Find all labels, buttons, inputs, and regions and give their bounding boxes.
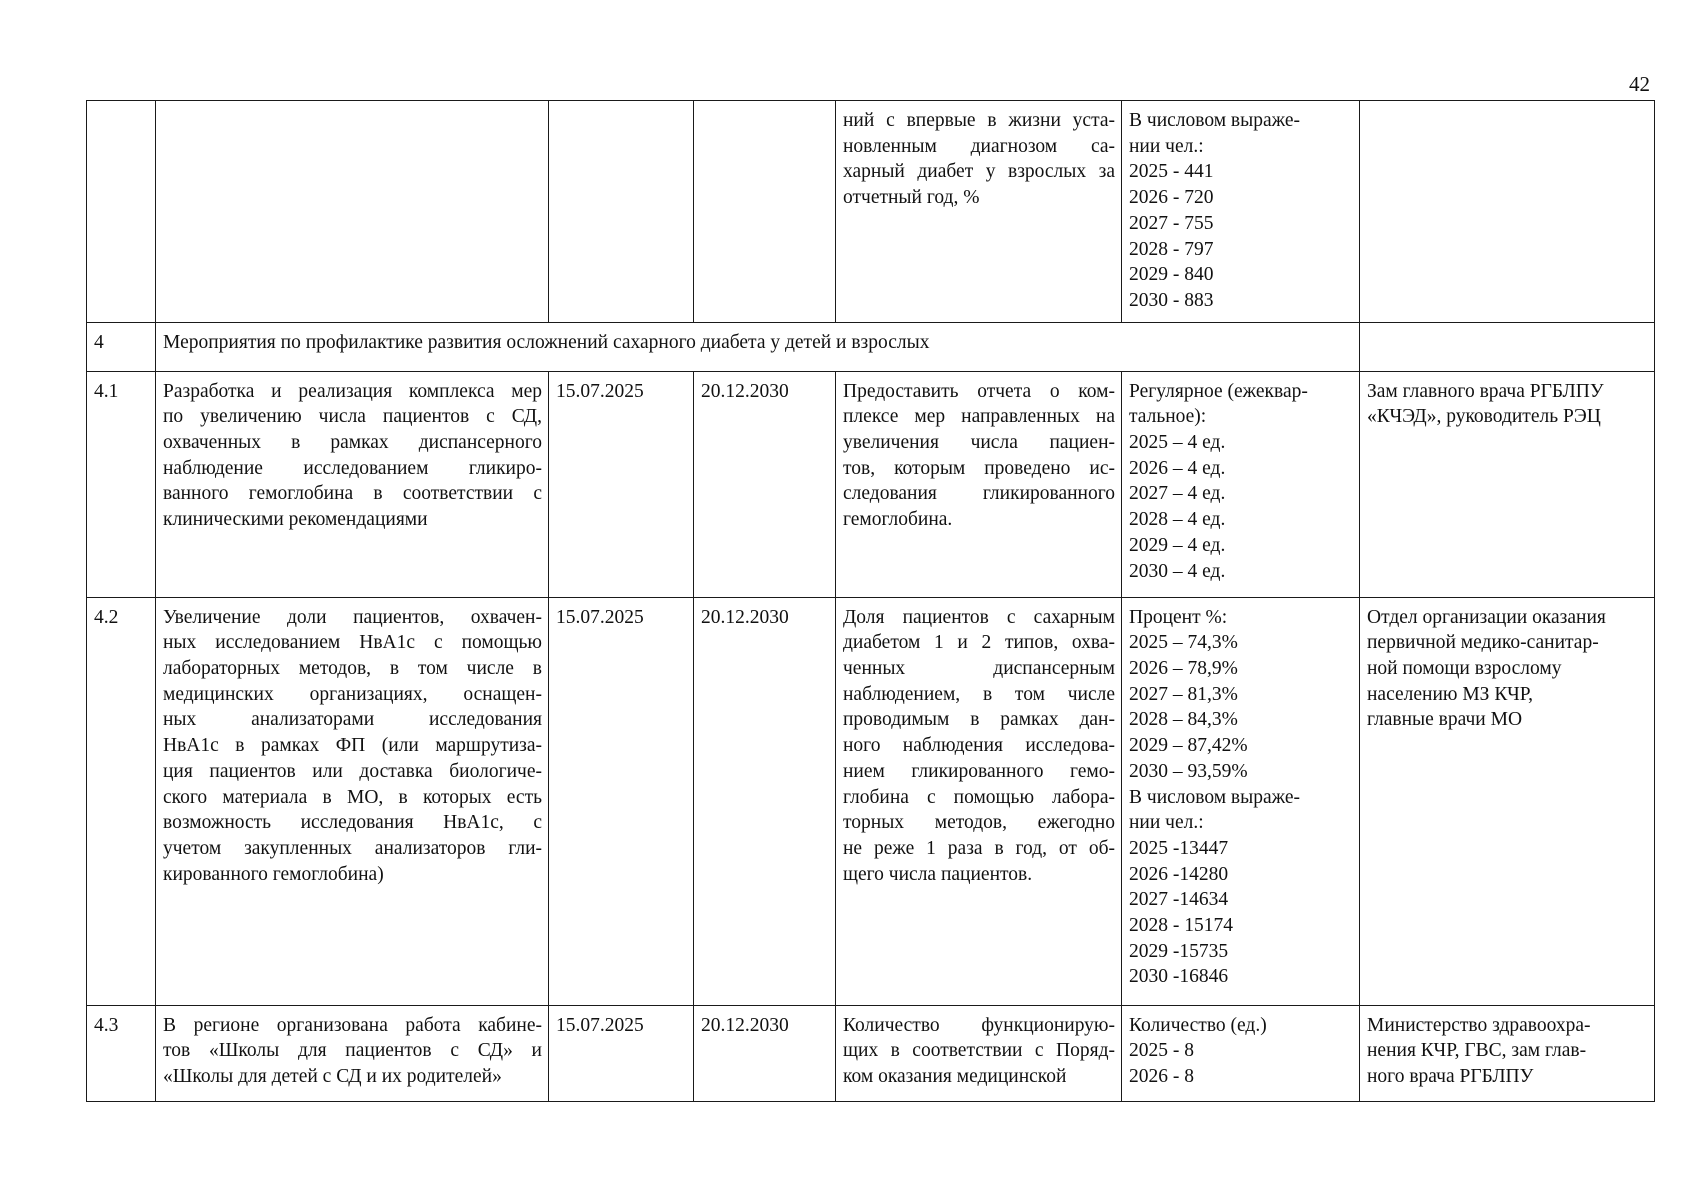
indicator-cell-line: В числовом выраже-: [1129, 786, 1301, 808]
start-date-cell: 15.07.2025: [549, 1005, 694, 1101]
indicator-cell-line: 2027 -14634: [1129, 889, 1229, 911]
indicator-cell-line: 2030 – 4 ед.: [1129, 560, 1226, 582]
activity-cell-line: ция пациентов или доставка биологиче-: [163, 760, 542, 782]
indicator-cell-line: 2025 -13447: [1129, 837, 1229, 859]
indicator-cell-line: 2029 – 87,42%: [1129, 735, 1248, 757]
indicator-cell: [1122, 597, 1360, 1005]
activity-cell-line: Увеличение доли пациентов, охвачен-: [163, 606, 542, 628]
indicator-cell-line: 2026 - 8: [1129, 1066, 1194, 1088]
activity-cell-line: ных анализаторами исследования: [163, 709, 542, 731]
result-cell-line: глобина с помощью лабора-: [843, 786, 1115, 808]
start-date-cell: [549, 101, 694, 323]
result-cell: [836, 101, 1122, 323]
activity-cell-line: В регионе организована работа кабине-: [163, 1014, 542, 1036]
result-cell-line: диабетом 1 и 2 типов, охва-: [843, 632, 1115, 654]
result-cell-line: ком оказания медицинской: [843, 1066, 1067, 1088]
result-cell-line: ного наблюдения исследова-: [843, 735, 1115, 757]
end-date-cell: 20.12.2030: [694, 597, 836, 1005]
indicator-cell-line: Количество (ед.): [1129, 1014, 1267, 1036]
responsible-cell-line: «КЧЭД», руководитель РЭЦ: [1367, 406, 1601, 428]
table-row: [87, 1005, 1655, 1101]
indicator-cell-line: 2026 - 720: [1129, 187, 1214, 209]
responsible-cell-line: населению МЗ КЧР,: [1367, 683, 1534, 705]
result-cell-line: отчетный год, %: [843, 187, 980, 209]
result-cell-line: нием гликированного гемо-: [843, 760, 1115, 782]
activity-cell-line: наблюдение исследованием гликиро-: [163, 457, 542, 479]
activity-cell-line: ванного гемоглобина в соответствии с: [163, 483, 542, 505]
activity-cell-line: кированного гемоглобина): [163, 863, 384, 885]
result-cell-line: ний с впервые в жизни уста-: [843, 110, 1115, 131]
responsible-cell-line: ного врача РГБЛПУ: [1367, 1066, 1534, 1088]
result-cell-line: проводимым в рамках дан-: [843, 709, 1115, 731]
responsible-cell: [1360, 597, 1655, 1005]
indicator-cell-line: 2026 – 4 ед.: [1129, 457, 1226, 479]
table-row: [87, 101, 1655, 323]
activity-cell-line: возможность исследования НвА1с, с: [163, 812, 542, 834]
result-cell-line: плексе мер направленных на: [843, 406, 1115, 428]
result-cell-line: Количество функционирую-: [843, 1014, 1115, 1036]
activity-plan-table: [86, 100, 1655, 1102]
result-cell-line: ченных диспансерным: [843, 658, 1115, 680]
table-body: [87, 101, 1655, 1102]
indicator-cell-line: 2030 – 93,59%: [1129, 760, 1248, 782]
activity-cell-line: учетом закупленных анализаторов гли-: [163, 837, 542, 859]
responsible-cell-line: Отдел организации оказания: [1367, 606, 1606, 628]
indicator-cell-line: 2029 - 840: [1129, 264, 1214, 286]
indicator-cell-line: Процент %:: [1129, 606, 1228, 628]
activity-cell: [156, 101, 549, 323]
activity-cell-line: Разработка и реализация комплекса мер: [163, 380, 542, 402]
start-date-cell: 15.07.2025: [549, 371, 694, 597]
indicator-cell: [1122, 371, 1360, 597]
activity-cell: [156, 1005, 549, 1101]
activity-cell-line: медицинских организациях, оснащен-: [163, 683, 542, 705]
responsible-cell: [1360, 101, 1655, 323]
indicator-cell-line: нии чел.:: [1129, 135, 1204, 157]
indicator-cell-line: 2028 – 4 ед.: [1129, 509, 1226, 531]
section-row: [87, 322, 1655, 371]
responsible-cell-line: Министерство здравоохра-: [1367, 1014, 1591, 1036]
responsible-cell: [1360, 371, 1655, 597]
result-cell-line: следования гликированного: [843, 483, 1115, 505]
table-row: [87, 371, 1655, 597]
activity-cell-line: по увеличению числа пациентов с СД,: [163, 406, 542, 428]
row-number: 4.3: [87, 1005, 156, 1101]
result-cell-line: Доля пациентов с сахарным: [843, 606, 1115, 628]
indicator-cell-line: 2028 - 15174: [1129, 915, 1233, 937]
row-number: 4.1: [87, 371, 156, 597]
result-cell-line: Предоставить отчета о ком-: [843, 380, 1115, 402]
result-cell: [836, 597, 1122, 1005]
page-number: 42: [1629, 72, 1650, 96]
result-cell-line: торных методов, ежегодно: [843, 812, 1115, 834]
empty-cell: [1360, 322, 1655, 371]
indicator-cell-line: 2030 - 883: [1129, 289, 1214, 311]
activity-cell-line: клиническими рекомендациями: [163, 509, 428, 531]
indicator-cell-line: 2029 -15735: [1129, 940, 1229, 962]
result-cell-line: харный диабет у взрослых за: [843, 161, 1115, 183]
responsible-cell-line: первичной медико-санитар-: [1367, 632, 1599, 654]
indicator-cell-line: Регулярное (ежеквар-: [1129, 380, 1308, 402]
activity-cell-line: НвА1с в рамках ФП (или маршрутиза-: [163, 735, 542, 757]
responsible-cell-line: нения КЧР, ГВС, зам глав-: [1367, 1040, 1587, 1062]
indicator-cell-line: 2025 - 8: [1129, 1040, 1194, 1062]
end-date-cell: 20.12.2030: [694, 1005, 836, 1101]
row-number: 4.2: [87, 597, 156, 1005]
responsible-cell-line: главные врачи МО: [1367, 709, 1523, 731]
activity-cell-line: ского материала в МО, в которых есть: [163, 786, 542, 808]
result-cell: [836, 1005, 1122, 1101]
row-number: 4: [87, 322, 156, 371]
result-cell-line: гемоглобина.: [843, 509, 953, 531]
end-date-cell: 20.12.2030: [694, 371, 836, 597]
indicator-cell-line: 2030 -16846: [1129, 966, 1229, 988]
indicator-cell-line: 2027 – 81,3%: [1129, 683, 1238, 705]
row-number: [87, 101, 156, 323]
start-date-cell: 15.07.2025: [549, 597, 694, 1005]
result-cell-line: не реже 1 раза в год, от об-: [843, 837, 1115, 859]
result-cell-line: тов, которым проведено ис-: [843, 457, 1115, 479]
activity-cell-line: ных исследованием НвА1с с помощью: [163, 632, 542, 654]
indicator-cell-line: 2025 - 441: [1129, 161, 1214, 183]
table-row: [87, 597, 1655, 1005]
indicator-cell-line: 2026 – 78,9%: [1129, 658, 1238, 680]
indicator-cell-line: 2027 – 4 ед.: [1129, 483, 1226, 505]
indicator-cell-line: 2028 - 797: [1129, 238, 1214, 260]
result-cell-line: новленным диагнозом са-: [843, 135, 1115, 157]
activity-cell-line: охваченных в рамках диспансерного: [163, 432, 542, 454]
result-cell-line: наблюдением, в том числе: [843, 683, 1115, 705]
indicator-cell-line: 2026 -14280: [1129, 863, 1229, 885]
responsible-cell: [1360, 1005, 1655, 1101]
responsible-cell-line: Зам главного врача РГБЛПУ: [1367, 380, 1604, 402]
indicator-cell-line: тальное):: [1129, 406, 1207, 428]
indicator-cell-line: 2027 - 755: [1129, 212, 1214, 234]
result-cell-line: щих в соответствии с Поряд-: [843, 1040, 1115, 1062]
activity-cell-line: тов «Школы для пациентов с СД» и: [163, 1040, 542, 1062]
activity-cell: [156, 597, 549, 1005]
indicator-cell-line: 2028 – 84,3%: [1129, 709, 1238, 731]
indicator-cell-line: 2029 – 4 ед.: [1129, 534, 1226, 556]
activity-cell-line: «Школы для детей с СД и их родителей»: [163, 1066, 502, 1088]
indicator-cell-line: нии чел.:: [1129, 812, 1204, 834]
result-cell-line: увеличения числа пациен-: [843, 432, 1115, 454]
activity-cell: [156, 371, 549, 597]
result-cell-line: щего числа пациентов.: [843, 863, 1033, 885]
result-cell: [836, 371, 1122, 597]
end-date-cell: [694, 101, 836, 323]
indicator-cell: [1122, 1005, 1360, 1101]
indicator-cell-line: 2025 – 4 ед.: [1129, 432, 1226, 454]
activity-cell-line: лабораторных методов, в том числе в: [163, 658, 542, 680]
indicator-cell-line: 2025 – 74,3%: [1129, 632, 1238, 654]
responsible-cell-line: ной помощи взрослому: [1367, 658, 1562, 680]
indicator-cell: [1122, 101, 1360, 323]
section-title: Мероприятия по профилактике развития осложнений сахарного диабета у детей и взрослых: [156, 322, 1360, 371]
indicator-cell-line: В числовом выраже-: [1129, 110, 1301, 131]
